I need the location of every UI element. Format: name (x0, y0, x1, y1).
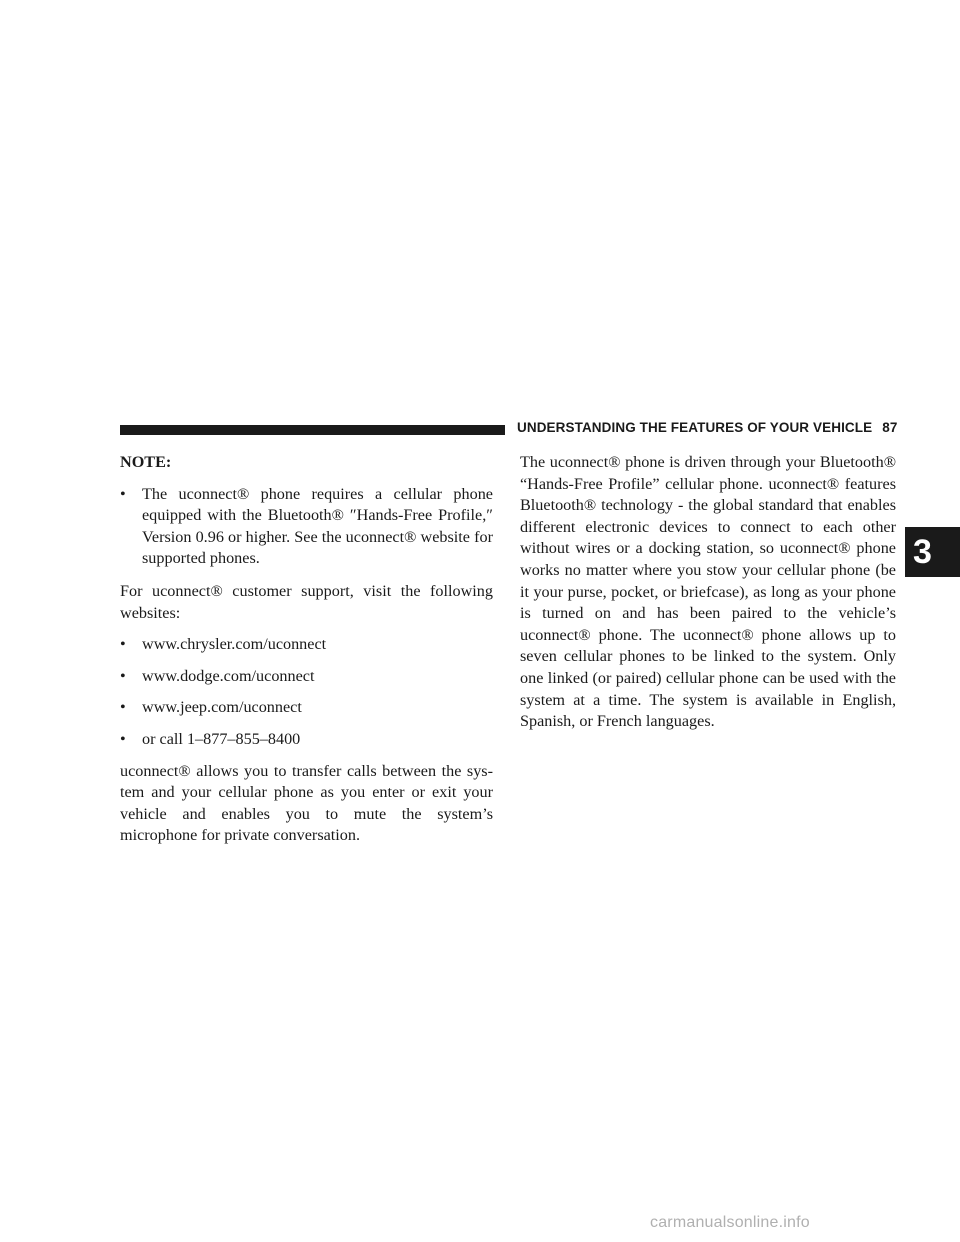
note-text: The uconnect® phone requires a cellular phone equipped with the Bluetooth® ″Hands-Free Profile,″ Version 0.96 or higher. See the uconnect® website for supported phones. (142, 484, 493, 568)
chrysler-link: www.chrysler.com/uconnect (142, 635, 327, 654)
list-item (120, 666, 493, 688)
page-number: 87 (882, 420, 898, 435)
running-header (517, 420, 907, 435)
dodge-link: www.dodge.com/uconnect (142, 666, 315, 685)
list-item (120, 729, 493, 751)
note-bullet (120, 484, 493, 570)
list-item (120, 697, 493, 719)
chapter-tab: 3 (905, 527, 960, 577)
right-paragraph: The uconnect® phone is driven through your Bluetooth® “Hands-Free Profile” cellular phone. uconnect® features Bluetooth® technology - the global standard that enables different electronic devices to connect to each other without wires or a docking station, so uconnect® phone works no matter where you stow your cellular phone (be it your purse, pocket, or briefcase), as long as your phone is turned on and has been paired to the vehicle’s uconnect® phone. The uconnect® phone allows up to seven cellular phones to be linked to the system. Only one linked (or paired) cellular phone can be used with the system at a time. The system is available in English, Spanish, or French languages. (520, 453, 896, 731)
phone-number: or call 1–877–855–8400 (142, 729, 301, 748)
watermark: carmanualsonline.info (650, 1214, 810, 1231)
bullet-icon: • (120, 666, 126, 685)
header-rule (120, 425, 505, 435)
right-column (520, 452, 896, 743)
section-title: UNDERSTANDING THE FEATURES OF YOUR VEHICLE (517, 420, 873, 435)
list-item (120, 634, 493, 656)
bullet-icon: • (120, 729, 126, 748)
jeep-link: www.jeep.com/uconnect (142, 698, 302, 717)
bullet-icon: • (120, 484, 126, 503)
bullet-icon: • (120, 698, 126, 717)
support-intro: For uconnect® customer support, visit the following websites: (120, 581, 493, 622)
left-column (120, 452, 493, 857)
transfer-paragraph: uconnect® allows you to transfer calls between the sys-tem and your cellular phone as you enter or exit your vehicle and enables you to mute the system’s microphone for private conversation. (120, 761, 493, 845)
bullet-icon: • (120, 635, 126, 654)
note-label: NOTE: (120, 453, 172, 471)
